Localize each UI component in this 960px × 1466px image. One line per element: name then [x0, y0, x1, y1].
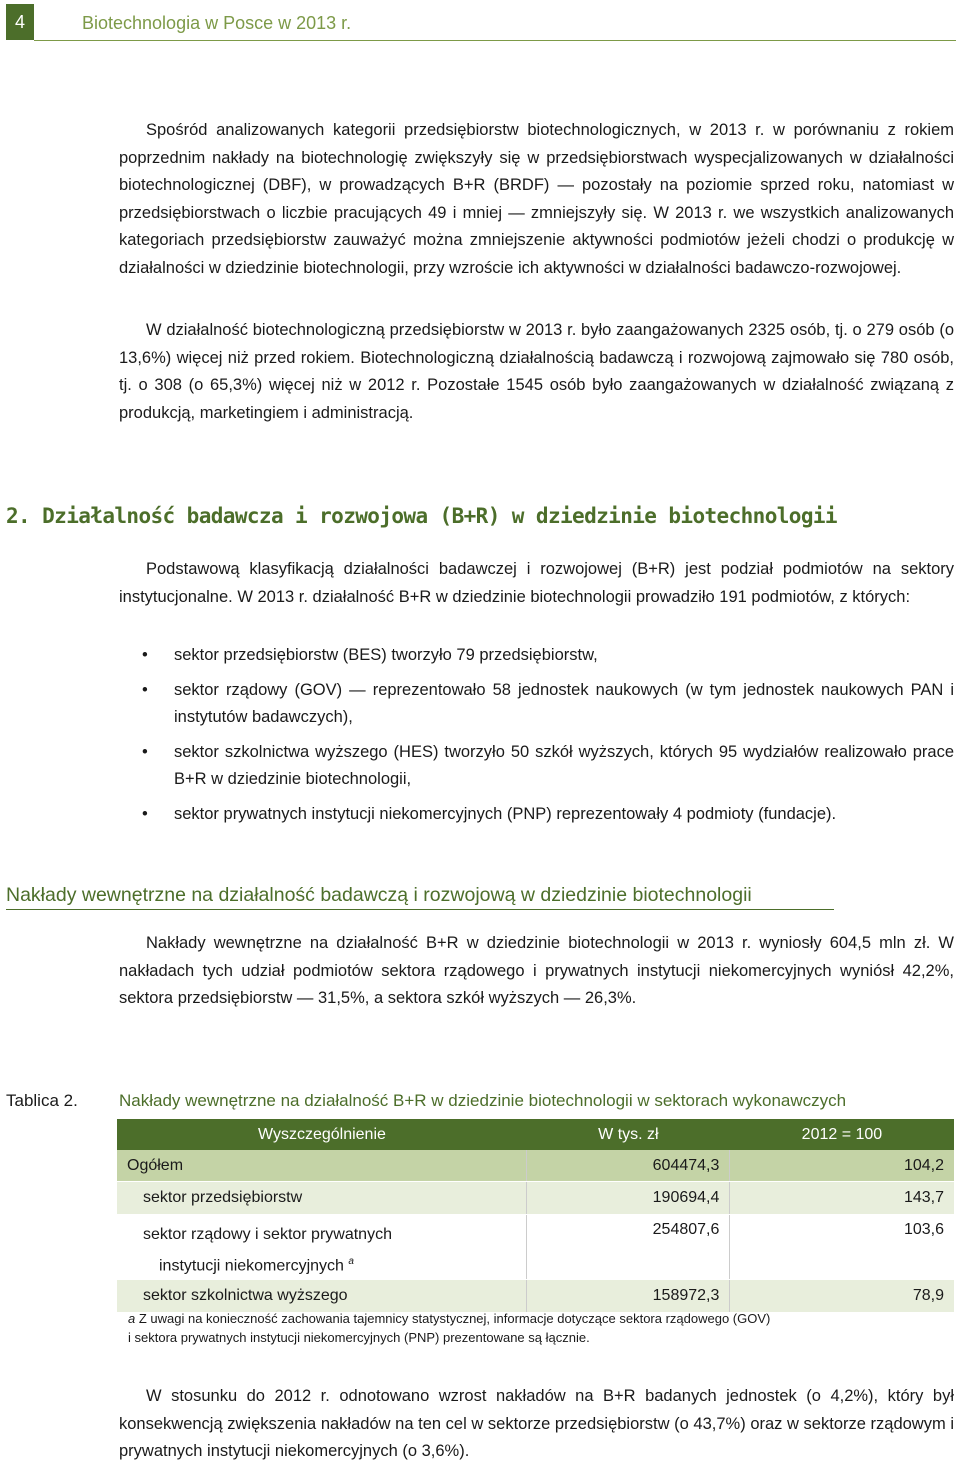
page-number: 4 — [6, 4, 34, 40]
table-footnote: a Z uwagi na konieczność zachowania tajemnicy statystycznej, informacje dotyczące sektora rządowego (GOV) i sektora prywatnych instytucji niekomercyjnych (PNP) prezentowane są łącznie. — [128, 1311, 771, 1345]
subsection-heading: Nakłady wewnętrzne na działalność badawczą i rozwojową w dziedzinie biotechnologii — [6, 884, 834, 910]
list-item: • sektor szkolnictwa wyższego (HES) tworzyło 50 szkół wyższych, których 95 wydziałów realizowało prace B+R w dziedzinie biotechnologii, — [119, 739, 954, 794]
table-title: Nakłady wewnętrzne na działalność B+R w dziedzinie biotechnologii w sektorach wykonawczych — [119, 1091, 847, 1110]
column-header: W tys. zł — [527, 1119, 730, 1150]
list-item: • sektor rządowy (GOV) — reprezentowało 58 jednostek naukowych (w tym jednostek naukowych PAN i instytutów badawczych), — [119, 677, 954, 732]
table-row — [117, 1182, 954, 1215]
column-header: Wyszczególnienie — [117, 1119, 527, 1150]
row-index: 78,9 — [730, 1280, 954, 1313]
table-row — [117, 1215, 954, 1280]
subsection-paragraph: Nakłady wewnętrzne na działalność B+R w dziedzinie biotechnologii w 2013 r. wyniosły 604,5 mln zł. W nakładach tych udział podmiotów sektora rządowego i prywatnych instytucji niekomercyjnych wyniósł 42,2%, sektora przedsiębiorstw — 31,5%, a sektora szkół wyższych — 26,3%. — [119, 934, 954, 1007]
closing-paragraph: W stosunku do 2012 r. odnotowano wzrost nakładów na B+R badanych jednostek (o 4,2%), który był konsekwencją zwiększenia nakładów na ten cel w sektorze przedsiębiorstw (o 43,7%) oraz w sektorze rządowym i prywatnych instytucji niekomercyjnych (o 3,6%). — [119, 1387, 954, 1460]
page-header — [0, 0, 960, 46]
header-divider — [34, 40, 956, 41]
row-label: sektor przedsiębiorstw — [117, 1182, 527, 1215]
row-value: 190694,4 — [527, 1182, 730, 1215]
row-index: 104,2 — [730, 1150, 954, 1182]
table-row — [117, 1280, 954, 1313]
row-label: sektor szkolnictwa wyższego — [117, 1280, 527, 1313]
table-header-row — [117, 1119, 954, 1150]
table-row — [117, 1150, 954, 1182]
section-heading: 2. Działalność badawcza i rozwojowa (B+R) w dziedzinie biotechnologii — [6, 504, 837, 528]
row-value: 158972,3 — [527, 1280, 730, 1313]
intro-paragraph-1: Spośród analizowanych kategorii przedsiębiorstw biotechnologicznych, w 2013 r. w porównaniu z rokiem poprzednim nakłady na biotechnologię zwiększyły się w przedsiębiorstwach wyspecjalizowanych w działalności biotechnologicznej (DBF), w prowadzących B+R (BRDF) — pozostały na poziomie sprzed roku, natomiast w przedsiębiorstwach o liczbie pracujących 49 i mniej — zmniejszyły się. W 2013 r. we wszystkich analizowanych kategoriach przedsiębiorstw zauważyć można zmniejszenie aktywności podmiotów jeżeli chodzi o produkcję w działalności w dziedzinie biotechnologii, przy wzroście ich aktywności w działalności badawczo-rozwojowej. — [119, 121, 954, 277]
list-item: • sektor prywatnych instytucji niekomercyjnych (PNP) reprezentowały 4 podmioty (fundacje). — [119, 801, 954, 829]
footnote-mark: a — [128, 1311, 136, 1326]
table-label: Tablica 2. — [6, 1091, 78, 1110]
row-label: sektor rządowy i sektor prywatnych instytucji niekomercyjnych $^a$ — [117, 1215, 527, 1280]
bullet-icon: • — [142, 646, 148, 664]
expenditure-table — [117, 1119, 954, 1313]
row-index: 143,7 — [730, 1182, 954, 1215]
column-header: 2012 = 100 — [730, 1119, 954, 1150]
bullet-icon: • — [142, 680, 148, 699]
intro-paragraph-2: W działalność biotechnologiczną przedsiębiorstw w 2013 r. było zaangażowanych 2325 osób, tj. o 279 osób (o 13,6%) więcej niż przed rokiem. Biotechnologiczną działalnością badawczą i rozwojową zajmowało się 780 osób, tj. o 308 (o 65,3%) więcej niż w 2012 r. Pozostałe 1545 osób było zaangażowanych w działalność związaną z produkcją, marketingiem i administracją. — [119, 321, 954, 422]
running-title: Biotechnologia w Posce w 2013 r. — [82, 13, 352, 33]
row-value: 254807,6 — [527, 1215, 730, 1280]
bullet-icon: • — [142, 742, 148, 761]
row-value: 604474,3 — [527, 1150, 730, 1182]
list-item: • sektor przedsiębiorstw (BES) tworzyło 79 przedsiębiorstw, — [119, 642, 954, 670]
footnote-mark: a — [348, 1256, 354, 1267]
bullet-icon: • — [142, 804, 148, 823]
row-label: Ogółem — [117, 1150, 527, 1182]
sector-list — [119, 642, 954, 835]
row-index: 103,6 — [730, 1215, 954, 1280]
section-paragraph: Podstawową klasyfikacją działalności badawczej i rozwojowej (B+R) jest podział podmiotów na sektory instytucjonalne. W 2013 r. działalność B+R w dziedzinie biotechnologii prowadziło 191 podmiotów, z których: — [119, 560, 954, 606]
